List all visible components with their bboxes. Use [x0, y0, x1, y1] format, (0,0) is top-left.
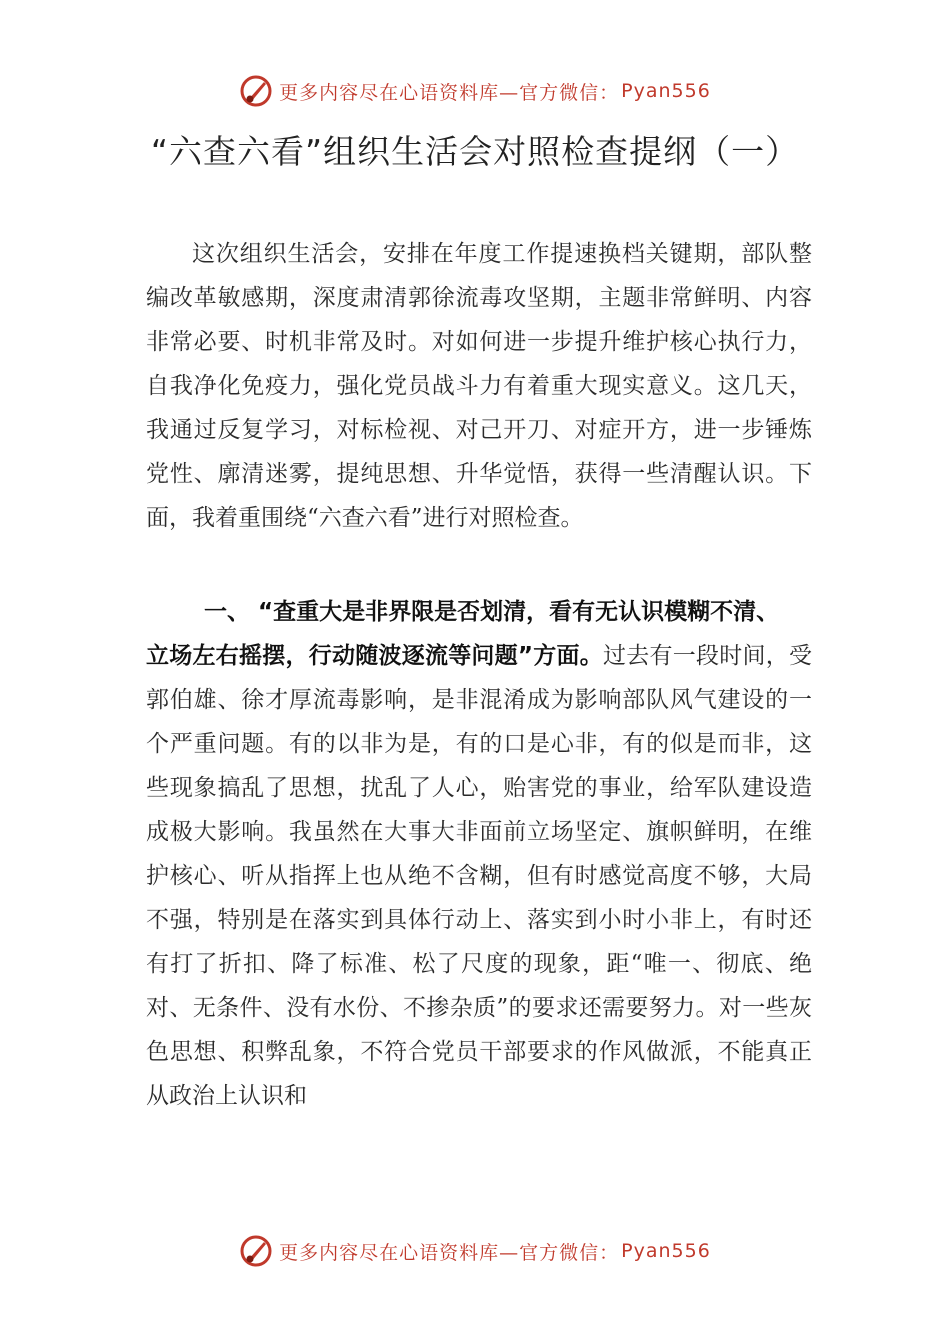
section-1-heading-line1: 一、 “查重大是非界限是否划清，看有无认识模糊不清、: [204, 599, 780, 625]
section-1-heading-line2: 立场左右摇摆，行动随波逐流等问题”方面。: [146, 643, 604, 669]
banner-text: 更多内容尽在心语资料库—官方微信：: [279, 1241, 620, 1264]
brush-logo-icon: [239, 1234, 273, 1268]
banner-text: 更多内容尽在心语资料库—官方微信：: [279, 81, 620, 104]
banner-handle: Pyan556: [621, 1240, 711, 1262]
section-1-paragraph: [146, 590, 812, 1118]
intro-paragraph: 这次组织生活会，安排在年度工作提速换档关键期，部队整编改革敏感期，深度肃清郭徐流毒攻坚期，主题非常鲜明、内容非常必要、时机非常及时。对如何进一步提升维护核心执行力，自我净化免疫力，强化党员战斗力有着重大现实意义。这几天，我通过反复学习，对标检视、对己开刀、对症开方，进一步锤炼党性、廓清迷雾，提纯思想、升华觉悟，获得一些清醒认识。下面，我着重围绕“六查六看”进行对照检查。: [146, 241, 812, 531]
header-banner: [0, 74, 950, 108]
section-1-text: 过去有一段时间，受郭伯雄、徐才厚流毒影响，是非混淆成为影响部队风气建设的一个严重问题。有的以非为是，有的口是心非，有的似是而非，这些现象搞乱了思想，扰乱了人心，贻害党的事业，给军队建设造成极大影响。我虽然在大事大非面前立场坚定、旗帜鲜明，在维护核心、听从指挥上也从绝不含糊，但有时感觉高度不够，大局不强，特别是在落实到具体行动上、落实到小时小非上，有时还有打了折扣、降了标准、松了尺度的现象，距“唯一、彻底、绝对、无条件、没有水份、不掺杂质”的要求还需要努力。对一些灰色思想、积弊乱象，不符合党员干部要求的作风做派，不能真正从政治上认识和: [146, 643, 812, 1109]
brush-logo-icon: [239, 74, 273, 108]
footer-banner: [0, 1234, 950, 1268]
banner-handle: Pyan556: [621, 80, 711, 102]
document-title: “六查六看”组织生活会对照检查提纲（一）: [150, 132, 800, 171]
